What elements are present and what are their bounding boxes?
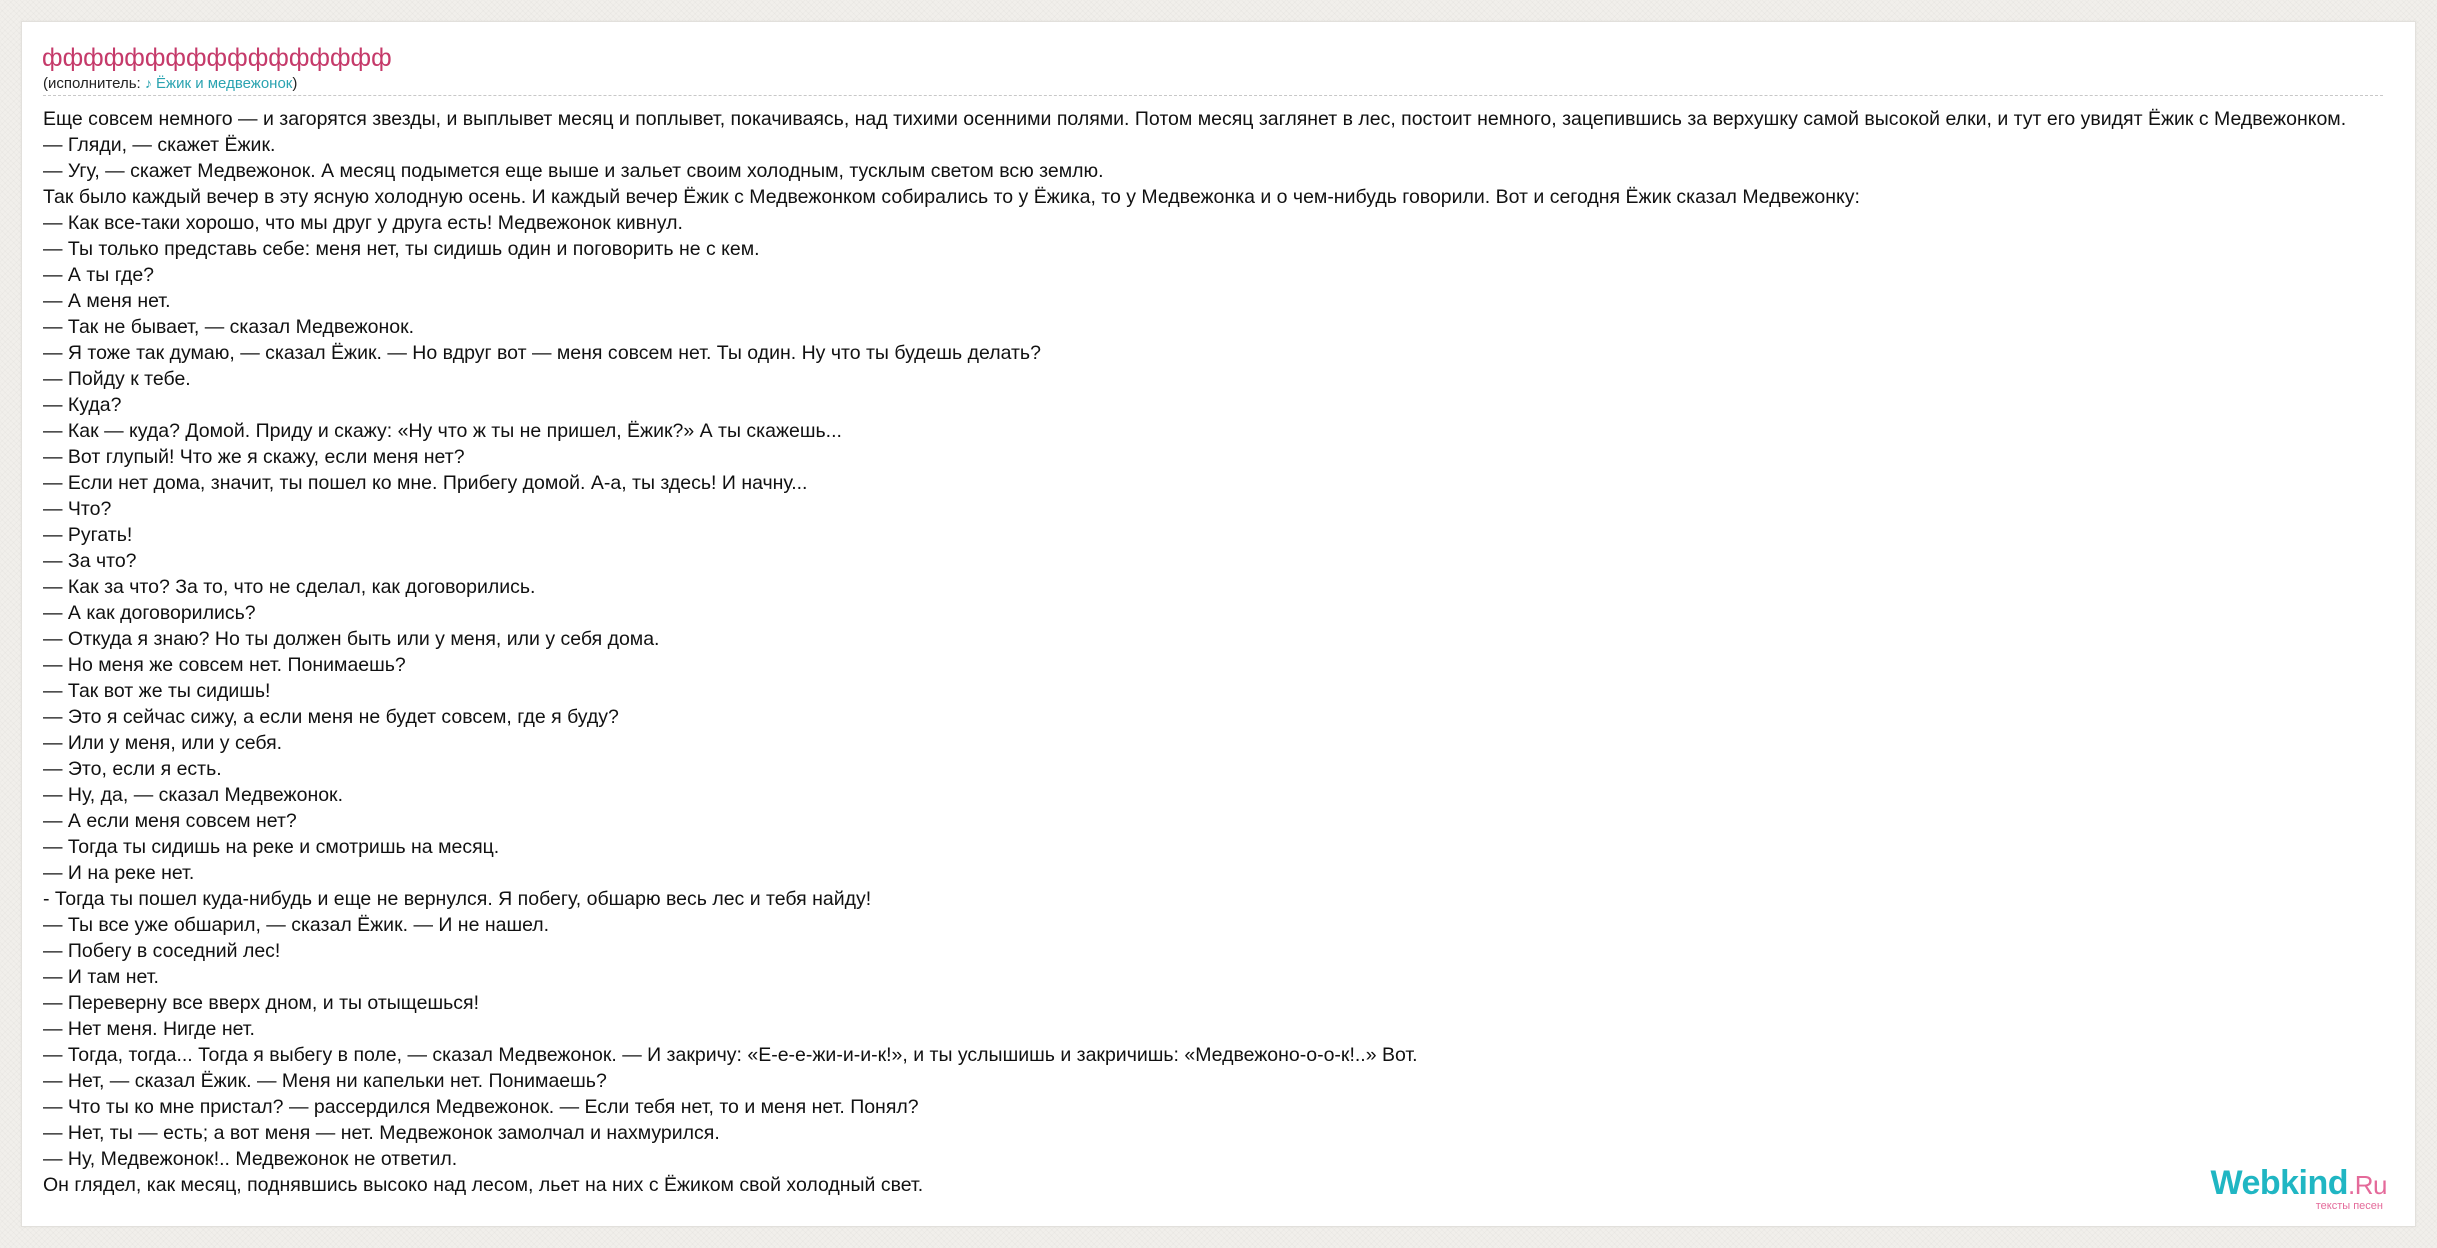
lyrics-line: — Как за что? За то, что не сделал, как договорились.: [43, 576, 536, 598]
performer-line: [43, 73, 2383, 96]
lyrics-line: — Тогда, тогда... Тогда я выбегу в поле, — сказал Медвежонок. — И закричу: «Е-е-е-жи-и-и-к!», и ты услышишь и закричишь: «Медвежоно-о-о-к!..» Вот.: [43, 1044, 1418, 1066]
lyrics-line: — Нет, ты — есть; а вот меня — нет. Медвежонок замолчал и нахмурился.: [43, 1122, 720, 1144]
lyrics-line: — Как — куда? Домой. Приду и скажу: «Ну что ж ты не пришел, Ёжик?» А ты скажешь...: [43, 420, 842, 442]
lyrics-line: — Откуда я знаю? Но ты должен быть или у меня, или у себя дома.: [43, 628, 660, 650]
lyrics-line: — Это я сейчас сижу, а если меня не будет совсем, где я буду?: [43, 706, 619, 728]
lyrics-line: — Ты все уже обшарил, — сказал Ёжик. — И не нашел.: [43, 914, 550, 936]
lyrics-line: — А если меня совсем нет?: [43, 810, 297, 832]
site-logo[interactable]: [2210, 1165, 2387, 1212]
lyrics-line: — Вот глупый! Что же я скажу, если меня нет?: [43, 446, 465, 468]
performer-link[interactable]: [145, 75, 293, 92]
lyrics-line: — Переверну все вверх дном, и ты отыщешься!: [43, 992, 479, 1014]
lyrics-line: — Гляди, — скажет Ёжик.: [43, 134, 276, 156]
lyrics-line: — А ты где?: [43, 264, 155, 286]
song-title: ффффффффффффффффф: [42, 44, 392, 72]
lyrics-line: - Тогда ты пошел куда-нибудь и еще не вернулся. Я побегу, обшарю весь лес и тебя найду!: [43, 888, 872, 910]
lyrics-line: — Тогда ты сидишь на реке и смотришь на месяц.: [43, 836, 500, 858]
lyrics-line: — Нет, — сказал Ёжик. — Меня ни капельки нет. Понимаешь?: [43, 1070, 607, 1092]
logo-domain-suffix: .Ru: [2348, 1170, 2387, 1200]
lyrics-line: — Но меня же совсем нет. Понимаешь?: [43, 654, 406, 676]
lyrics-line: — За что?: [43, 550, 137, 572]
lyrics-line: — Что ты ко мне пристал? — рассердился Медвежонок. — Если тебя нет, то и меня нет. Понял?: [43, 1096, 919, 1118]
lyrics-line: — Нет меня. Нигде нет.: [43, 1018, 255, 1040]
lyrics-line: — А как договорились?: [43, 602, 256, 624]
lyrics-line: — Угу, — скажет Медвежонок. А месяц подымется еще выше и зальет своим холодным, тусклым светом всю землю.: [43, 160, 1104, 182]
lyrics-line: — И на реке нет.: [43, 862, 195, 884]
performer-prefix: (исполнитель:: [43, 75, 145, 92]
lyrics-line: — Ну, Медвежонок!.. Медвежонок не ответил.: [43, 1148, 458, 1170]
lyrics-line: — Как все-таки хорошо, что мы друг у друга есть! Медвежонок кивнул.: [43, 212, 683, 234]
lyrics-line: — А меня нет.: [43, 290, 171, 312]
lyrics-line: — Так не бывает, — сказал Медвежонок.: [43, 316, 415, 338]
lyrics-line: Так было каждый вечер в эту ясную холодную осень. И каждый вечер Ёжик с Медвежонком собирались то у Ёжика, то у Медвежонка и о чем-нибудь говорили. Вот и сегодня Ёжик сказал Медвежонку:: [43, 186, 1860, 208]
performer-suffix: ): [292, 75, 298, 92]
performer-name: Ёжик и медвежонок: [156, 75, 293, 92]
lyrics-line: — Или у меня, или у себя.: [43, 732, 283, 754]
lyrics-line: Еще совсем немного — и загорятся звезды, и выплывет месяц и поплывет, покачиваясь, над тихими осенними полями. Потом месяц заглянет в лес, постоит немного, зацепившись за верхушку самой высокой елки, и тут его увидят Ёжик с Медвежонком.: [43, 108, 2347, 130]
lyrics-line: — И там нет.: [43, 966, 159, 988]
lyrics-line: — Если нет дома, значит, ты пошел ко мне. Прибегу домой. А-а, ты здесь! И начну...: [43, 472, 808, 494]
music-note-icon: ♪: [144, 75, 152, 91]
logo-tagline: тексты песен: [2315, 1200, 2383, 1212]
lyrics-line: — Ты только представь себе: меня нет, ты сидишь один и поговорить не с кем.: [43, 238, 760, 260]
lyrics-card: [21, 21, 2416, 1227]
logo-wordmark: Webkind: [2210, 1164, 2349, 1202]
lyrics-line: — Пойду к тебе.: [43, 368, 191, 390]
lyrics-line: — Это, если я есть.: [43, 758, 222, 780]
lyrics-line: — Что?: [43, 498, 112, 520]
lyrics-line: — Я тоже так думаю, — сказал Ёжик. — Но вдруг вот — меня совсем нет. Ты один. Ну что ты будешь делать?: [43, 342, 1041, 364]
lyrics-line: — Ну, да, — сказал Медвежонок.: [43, 784, 344, 806]
lyrics-line: — Так вот же ты сидишь!: [43, 680, 271, 702]
lyrics-line: Он глядел, как месяц, поднявшись высоко над лесом, льет на них с Ёжиком свой холодный свет.: [43, 1174, 924, 1196]
lyrics-line: — Куда?: [43, 394, 122, 416]
lyrics-line: — Ругать!: [43, 524, 133, 546]
lyrics-line: — Побегу в соседний лес!: [43, 940, 281, 962]
lyrics-text: [43, 106, 2413, 1198]
